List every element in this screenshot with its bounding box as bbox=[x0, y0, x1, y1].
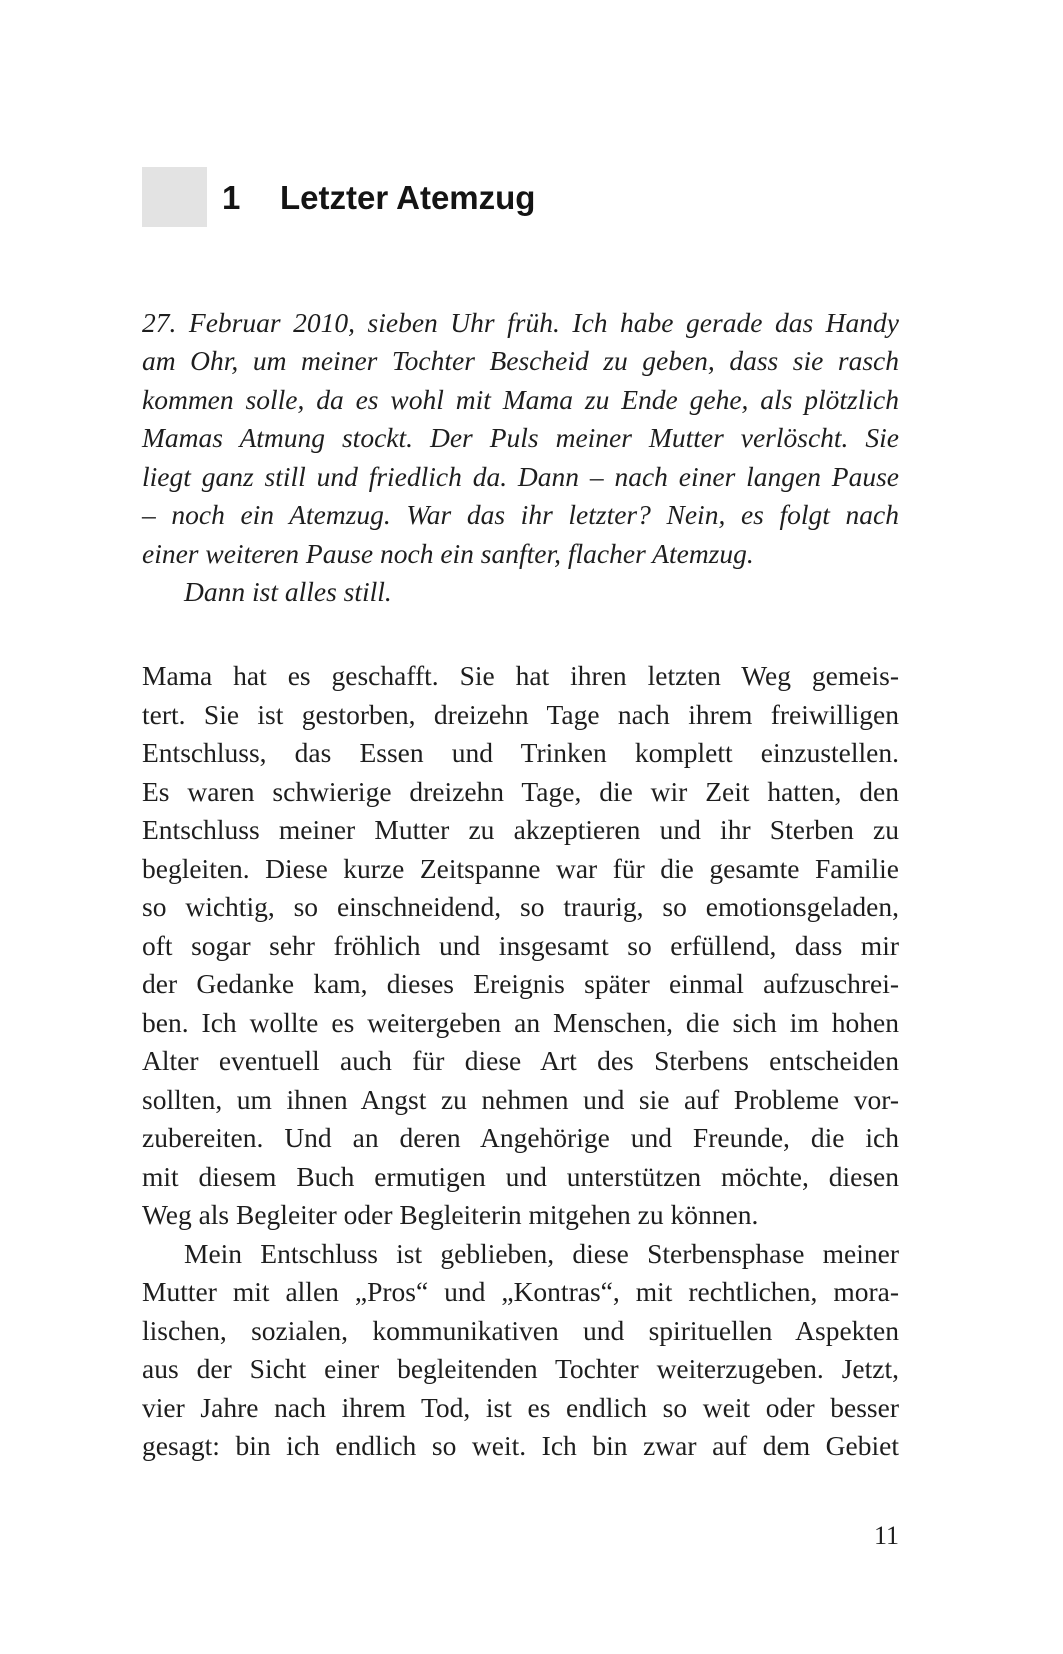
intro-line: 27. Februar 2010, sieben Uhr früh. Ich habe gerade das Handy bbox=[142, 307, 899, 338]
body-line: Weg als Begleiter oder Begleiterin mitgehen zu können. bbox=[142, 1199, 759, 1230]
page-number: 11 bbox=[873, 1521, 899, 1550]
chapter-number: 1 bbox=[222, 179, 241, 216]
body-line: Es waren schwierige dreizehn Tage, die wir Zeit hatten, den bbox=[142, 776, 899, 807]
body-line: aus der Sicht einer begleitenden Tochter weiterzugeben. Jetzt, bbox=[142, 1353, 899, 1384]
body-line: Alter eventuell auch für diese Art des Sterbens entscheiden bbox=[142, 1045, 899, 1076]
body-line: oft sogar sehr fröhlich und insgesamt so erfüllend, dass mir bbox=[142, 930, 899, 961]
body-line: lischen, sozialen, kommunikativen und spirituellen Aspekten bbox=[142, 1315, 899, 1346]
body-line: der Gedanke kam, dieses Ereignis später einmal aufzuschrei- bbox=[142, 968, 899, 999]
body-line: tert. Sie ist gestorben, dreizehn Tage nach ihrem freiwilligen bbox=[142, 699, 899, 730]
intro-line: Mamas Atmung stockt. Der Puls meiner Mutter verlöscht. Sie bbox=[142, 422, 899, 453]
body-line: Entschluss, das Essen und Trinken komplett einzustellen. bbox=[142, 737, 899, 768]
chapter-heading bbox=[222, 178, 535, 218]
body-line: Mein Entschluss ist geblieben, diese Sterbensphase meiner bbox=[184, 1238, 899, 1269]
intro-line: am Ohr, um meiner Tochter Bescheid zu geben, dass sie rasch bbox=[142, 345, 899, 376]
chapter-title: Letzter Atemzug bbox=[280, 179, 536, 216]
body-line: mit diesem Buch ermutigen und unterstützen möchte, diesen bbox=[142, 1161, 899, 1192]
body-line: gesagt: bin ich endlich so weit. Ich bin zwar auf dem Gebiet bbox=[142, 1430, 899, 1461]
body-line: sollten, um ihnen Angst zu nehmen und sie auf Probleme vor- bbox=[142, 1084, 899, 1115]
body-line: vier Jahre nach ihrem Tod, ist es endlich so weit oder besser bbox=[142, 1392, 899, 1423]
body-line: zubereiten. Und an deren Angehörige und Freunde, die ich bbox=[142, 1122, 899, 1153]
body-line: ben. Ich wollte es weitergeben an Menschen, die sich im hohen bbox=[142, 1007, 899, 1038]
intro-line: kommen solle, da es wohl mit Mama zu Ende gehe, als plötzlich bbox=[142, 384, 899, 415]
body-line: so wichtig, so einschneidend, so traurig, so emotionsgeladen, bbox=[142, 891, 899, 922]
body-line: begleiten. Diese kurze Zeitspanne war für die gesamte Familie bbox=[142, 853, 899, 884]
body-line: Mama hat es geschafft. Sie hat ihren letzten Weg gemeis- bbox=[142, 660, 899, 691]
intro-line: liegt ganz still und friedlich da. Dann – nach einer langen Pause bbox=[142, 461, 899, 492]
chapter-marker-box bbox=[142, 167, 207, 227]
intro-line: – noch ein Atemzug. War das ihr letzter? Nein, es folgt nach bbox=[142, 499, 899, 530]
intro-line: Dann ist alles still. bbox=[184, 576, 392, 607]
intro-line: einer weiteren Pause noch ein sanfter, flacher Atemzug. bbox=[142, 538, 754, 569]
body-line: Entschluss meiner Mutter zu akzeptieren und ihr Sterben zu bbox=[142, 814, 899, 845]
body-line: Mutter mit allen „Pros“ und „Kontras“, mit rechtlichen, mora- bbox=[142, 1276, 899, 1307]
